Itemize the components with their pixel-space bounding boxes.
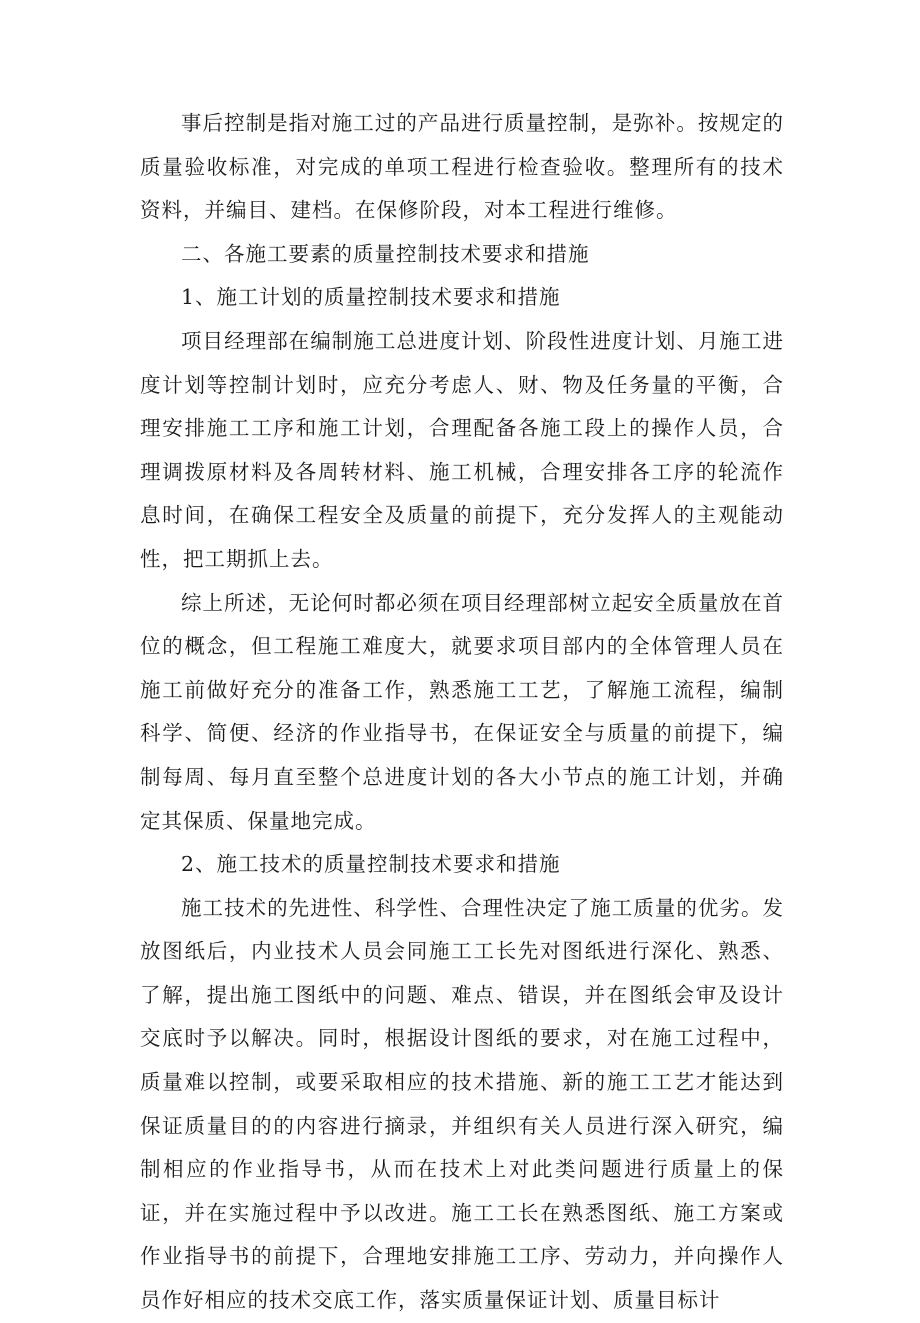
subheading-construction-plan: 1、施工计划的质量控制技术要求和措施	[181, 285, 561, 310]
document-body	[140, 102, 784, 1323]
paragraph-technology: 施工技术的先进性、科学性、合理性决定了施工质量的优劣。发放图纸后，内业技术人员会同施工工长先对图纸进行深化、熟悉、了解，提出施工图纸中的问题、难点、错误，并在图纸会审及设计交底时予以解决。同时，根据设计图纸的要求，对在施工过程中，质量难以控制，或要采取相应的技术措施、新的施工工艺才能达到保证质量目的的内容进行摘录，并组织有关人员进行深入研究，编制相应的作业指导书，从而在技术上对此类问题进行质量上的保证，并在实施过程中予以改进。施工工长在熟悉图纸、施工方案或作业指导书的前提下，合理地安排施工工序、劳动力，并向操作人员作好相应的技术交底工作，落实质量保证计划、质量目标计	[140, 895, 784, 1313]
section-heading-quality-control: 二、各施工要素的质量控制技术要求和措施	[181, 241, 590, 266]
paragraph-project-schedule: 项目经理部在编制施工总进度计划、阶段性进度计划、月施工进度计划等控制计划时，应充分考虑人、财、物及任务量的平衡，合理安排施工工序和施工计划，合理配备各施工段上的操作人员，合理调拨原材料及各周转材料、施工机械，合理安排各工序的轮流作息时间，在确保工程安全及质量的前提下，充分发挥人的主观能动性，把工期抓上去。	[140, 328, 784, 571]
subheading-construction-technology: 2、施工技术的质量控制技术要求和措施	[181, 852, 561, 877]
paragraph-summary: 综上所述，无论何时都必须在项目经理部树立起安全质量放在首位的概念，但工程施工难度大，就要求项目部内的全体管理人员在施工前做好充分的准备工作，熟悉施工工艺，了解施工流程，编制科学、简便、经济的作业指导书，在保证安全与质量的前提下，编制每周、每月直至整个总进度计划的各大小节点的施工计划，并确定其保质、保量地完成。	[140, 590, 784, 833]
paragraph-post-control: 事后控制是指对施工过的产品进行质量控制，是弥补。按规定的质量验收标准，对完成的单项工程进行检查验收。整理所有的技术资料，并编目、建档。在保修阶段，对本工程进行维修。	[140, 111, 784, 223]
